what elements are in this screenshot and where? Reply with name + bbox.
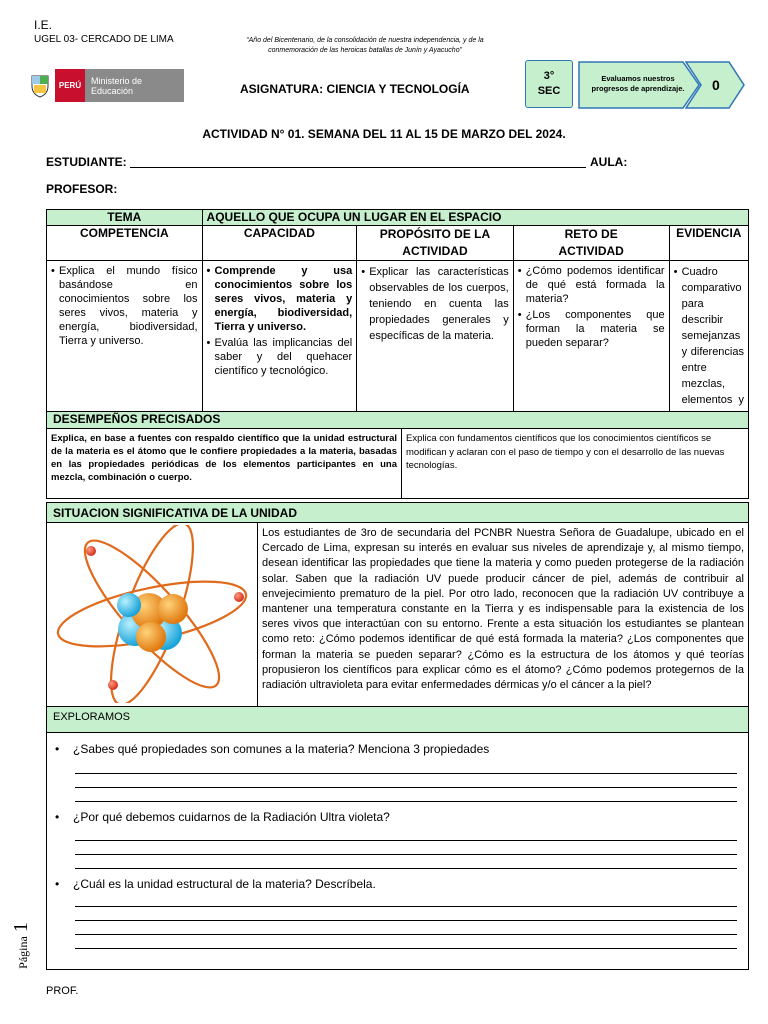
desempeno-right: Explica con fundamentos científicos que los conocimientos científicos se modifican y aclaran con el paso de tiempo y con el desarrollo de las nuevas tecnologías. [402, 429, 749, 499]
page-number: Página 1 [9, 922, 32, 969]
desempeno-left: Explica, en base a fuentes con respaldo científico que la unidad estructural de la materia es el átomo que le confiere propiedades a la materia, basadas en las propiedades periódicas de los elementos participantes en una mezcla, combinación o cuerpo. [47, 429, 402, 499]
evidencia-cell [669, 261, 748, 428]
tema-value: AQUELLO QUE OCUPA UN LUGAR EN EL ESPACIO [202, 210, 748, 226]
student-name-line[interactable] [130, 167, 586, 168]
year-motto: “Año del Bicentenario, de la consolidación de nuestra independencia, y de la conmemoración de las heroicas batallas de Junín y Ayacucho” [246, 37, 484, 54]
prof-footer: PROF. [46, 985, 79, 997]
capacidad-item: • Evalúa las implicancias del saber y del quehacer científico y tecnológico. [207, 336, 353, 378]
desempenos-table [46, 411, 749, 499]
evidencia-text: • Cuadro comparativo para describir semejanzas y diferencias entre mezclas, elementos y [674, 264, 744, 424]
desempenos-title: DESEMPEÑOS PRECISADOS [47, 412, 749, 429]
answer-1-lines[interactable] [75, 760, 737, 802]
question-3: • ¿Cuál es la unidad estructural de la materia? Descríbela. [55, 877, 376, 891]
header-reto: RETO DE ACTIVIDAD [513, 226, 669, 261]
exploramos-section [46, 706, 749, 970]
coat-of-arms-icon [25, 69, 55, 102]
capacidad-cell [202, 261, 357, 428]
situacion-table [46, 502, 749, 711]
competencia-text: • Explica el mundo físico basándose en conocimientos sobre los seres vivos, materia y energía, biodiversidad, Tierra y universo. [51, 264, 198, 348]
activity-title: ACTIVIDAD N° 01. SEMANA DEL 11 AL 15 DE MARZO DEL 2024. [202, 127, 566, 141]
header-competencia: COMPETENCIA [47, 226, 203, 261]
ministry-name: Ministerio de Educación [91, 75, 143, 96]
answer-2-lines[interactable] [75, 827, 737, 869]
question-1: • ¿Sabes qué propiedades son comunes a la materia? Menciona 3 propiedades [55, 742, 490, 756]
reto-cell [513, 261, 669, 428]
atom-image-cell [47, 523, 258, 711]
grade-badge: 3° SEC [525, 60, 573, 108]
proposito-cell [357, 261, 513, 428]
ministry-logo [25, 69, 184, 102]
header-evidencia: EVIDENCIA [669, 226, 748, 261]
question-2: • ¿Por qué debemos cuidarnos de la Radiación Ultra violeta? [55, 810, 390, 824]
peru-label: PERÚ [55, 69, 85, 102]
situacion-title: SITUACION SIGNIFICATIVA DE LA UNIDAD [47, 503, 749, 523]
atom-illustration [49, 525, 255, 703]
capacidad-item: • Comprende y usa conocimientos sobre los seres vivos, materia y energía, biodiversidad, Tierra y universo. [207, 264, 353, 334]
subject-title: ASIGNATURA: CIENCIA Y TECNOLOGÍA [240, 82, 470, 96]
reto-item: • ¿Los componentes que forman la materia se pueden separar? [518, 308, 665, 350]
ugel-label: UGEL 03- CERCADO DE LIMA [34, 34, 174, 45]
competency-table [46, 209, 749, 428]
student-label: ESTUDIANTE: [46, 155, 127, 169]
competencia-cell [47, 261, 203, 428]
evaluate-number: 0 [712, 77, 720, 93]
reto-item: • ¿Cómo podemos identificar de qué está formada la materia? [518, 264, 665, 306]
proposito-text: • Explicar las características observables de los cuerpos, teniendo en cuenta las propiedades generales y específicas de la materia. [361, 264, 508, 344]
tema-label: TEMA [47, 210, 203, 226]
classroom-label: AULA: [590, 155, 628, 169]
answer-3-lines[interactable] [75, 893, 737, 949]
situacion-text: Los estudiantes de 3ro de secundaria del PCNBR Nuestra Señora de Guadalupe, ubicado en el Cercado de Lima, expresan su interés en evaluar sus niveles de aprendizaje y, al mismo tiempo, desean identificar las propiedades que tiene la materia y como pueden protegerse de la radiación solar. Saben que la radiación UV puede producir cáncer de piel, además de contribuir al envejecimiento prematuro de la piel. Por otro lado, reconocen que la radiación UV contribuye a mantener una temperatura constante en la Tierra y es indispensable para la existencia de los seres vivos que interactúan con su entorno. Frente a esta situación los estudiantes se plantean como reto: ¿Cómo podemos identificar de qué está formada la materia? ¿Los componentes que forman la materia se pueden separar? ¿Cómo es la estructura de los átomos y qué teorías propusieron los científicos para explicar cómo es el átomo? ¿Cómo podemos protegernos de la radiación ultravioleta para evitar enfermedades dérmicas y/o el cáncer a la piel? [258, 523, 749, 711]
header-proposito: PROPÓSITO DE LA ACTIVIDAD [357, 226, 513, 261]
header-capacidad: CAPACIDAD [202, 226, 357, 261]
teacher-label: PROFESOR: [46, 182, 118, 196]
exploramos-title: EXPLORAMOS [47, 707, 748, 733]
school-label: I.E. [34, 18, 53, 32]
evaluate-text: Evaluamos nuestros progresos de aprendizaje. [591, 74, 685, 93]
